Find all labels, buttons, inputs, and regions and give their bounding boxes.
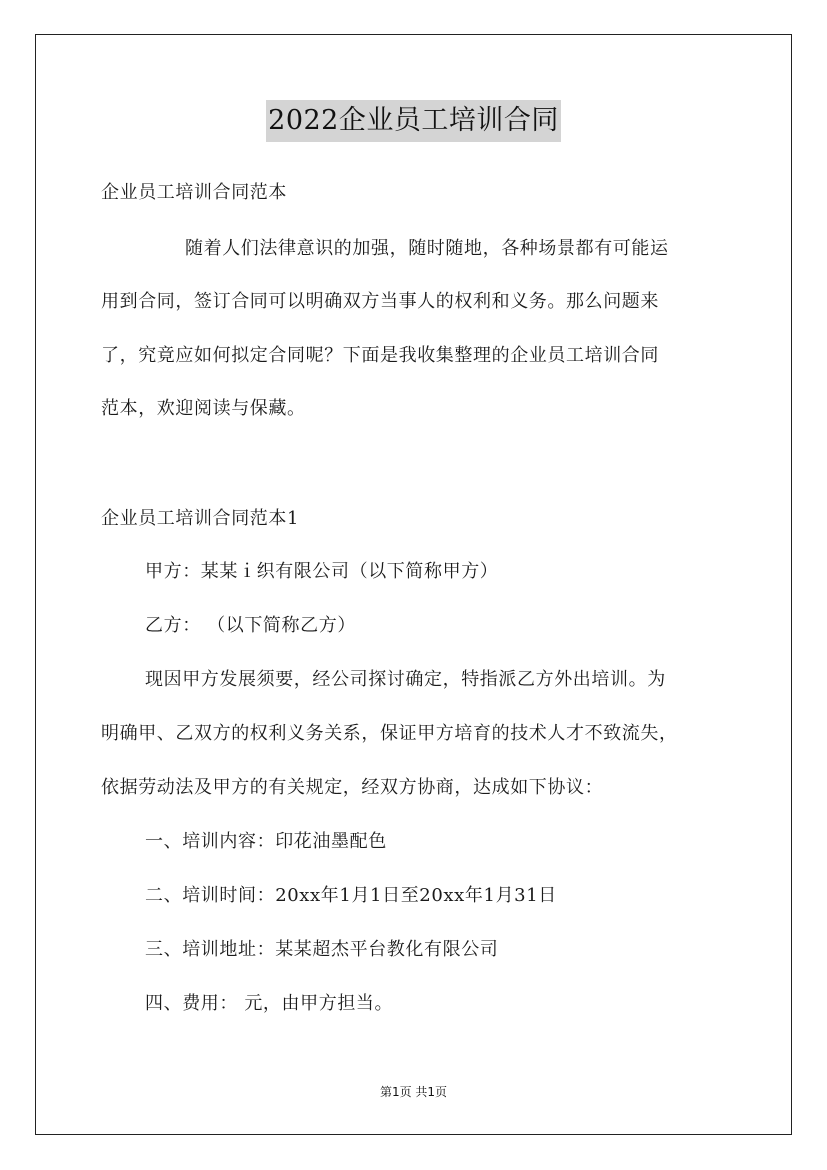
- party-b: 乙方： （以下简称乙方）: [145, 615, 356, 636]
- intro-line-3: 了，究竟应如何拟定合同呢？下面是我收集整理的企业员工培训合同: [101, 345, 659, 366]
- section-heading: 企业员工培训合同范本1: [101, 508, 300, 529]
- party-a: 甲方：某某ｉ织有限公司（以下简称甲方）: [145, 561, 499, 582]
- purpose-line-2: 明确甲、乙双方的权利义务关系，保证甲方培育的技术人才不致流失，: [101, 723, 678, 744]
- clause-3: 三、培训地址：某某超杰平台教化有限公司: [145, 939, 499, 960]
- document-title: 2022企业员工培训合同: [266, 100, 561, 142]
- clause-4: 四、费用： 元，由甲方担当。: [145, 993, 394, 1014]
- purpose-line-3: 依据劳动法及甲方的有关规定，经双方协商，达成如下协议：: [101, 777, 604, 798]
- intro-line-1: 随着人们法律意识的加强，随时随地，各种场景都有可能运: [185, 238, 669, 259]
- page-footer: 第1页 共1页: [379, 1085, 448, 1099]
- clause-1: 一、培训内容：印花油墨配色: [145, 831, 387, 852]
- purpose-line-1: 现因甲方发展须要，经公司探讨确定，特指派乙方外出培训。为: [145, 669, 666, 690]
- subtitle: 企业员工培训合同范本: [101, 182, 287, 203]
- intro-line-4: 范本，欢迎阅读与保藏。: [101, 398, 306, 419]
- clause-2: 二、培训时间：20xx年1月1日至20xx年1月31日: [145, 885, 557, 906]
- intro-line-2: 用到合同，签订合同可以明确双方当事人的权利和义务。那么问题来: [101, 291, 659, 312]
- title-container: [0, 100, 827, 142]
